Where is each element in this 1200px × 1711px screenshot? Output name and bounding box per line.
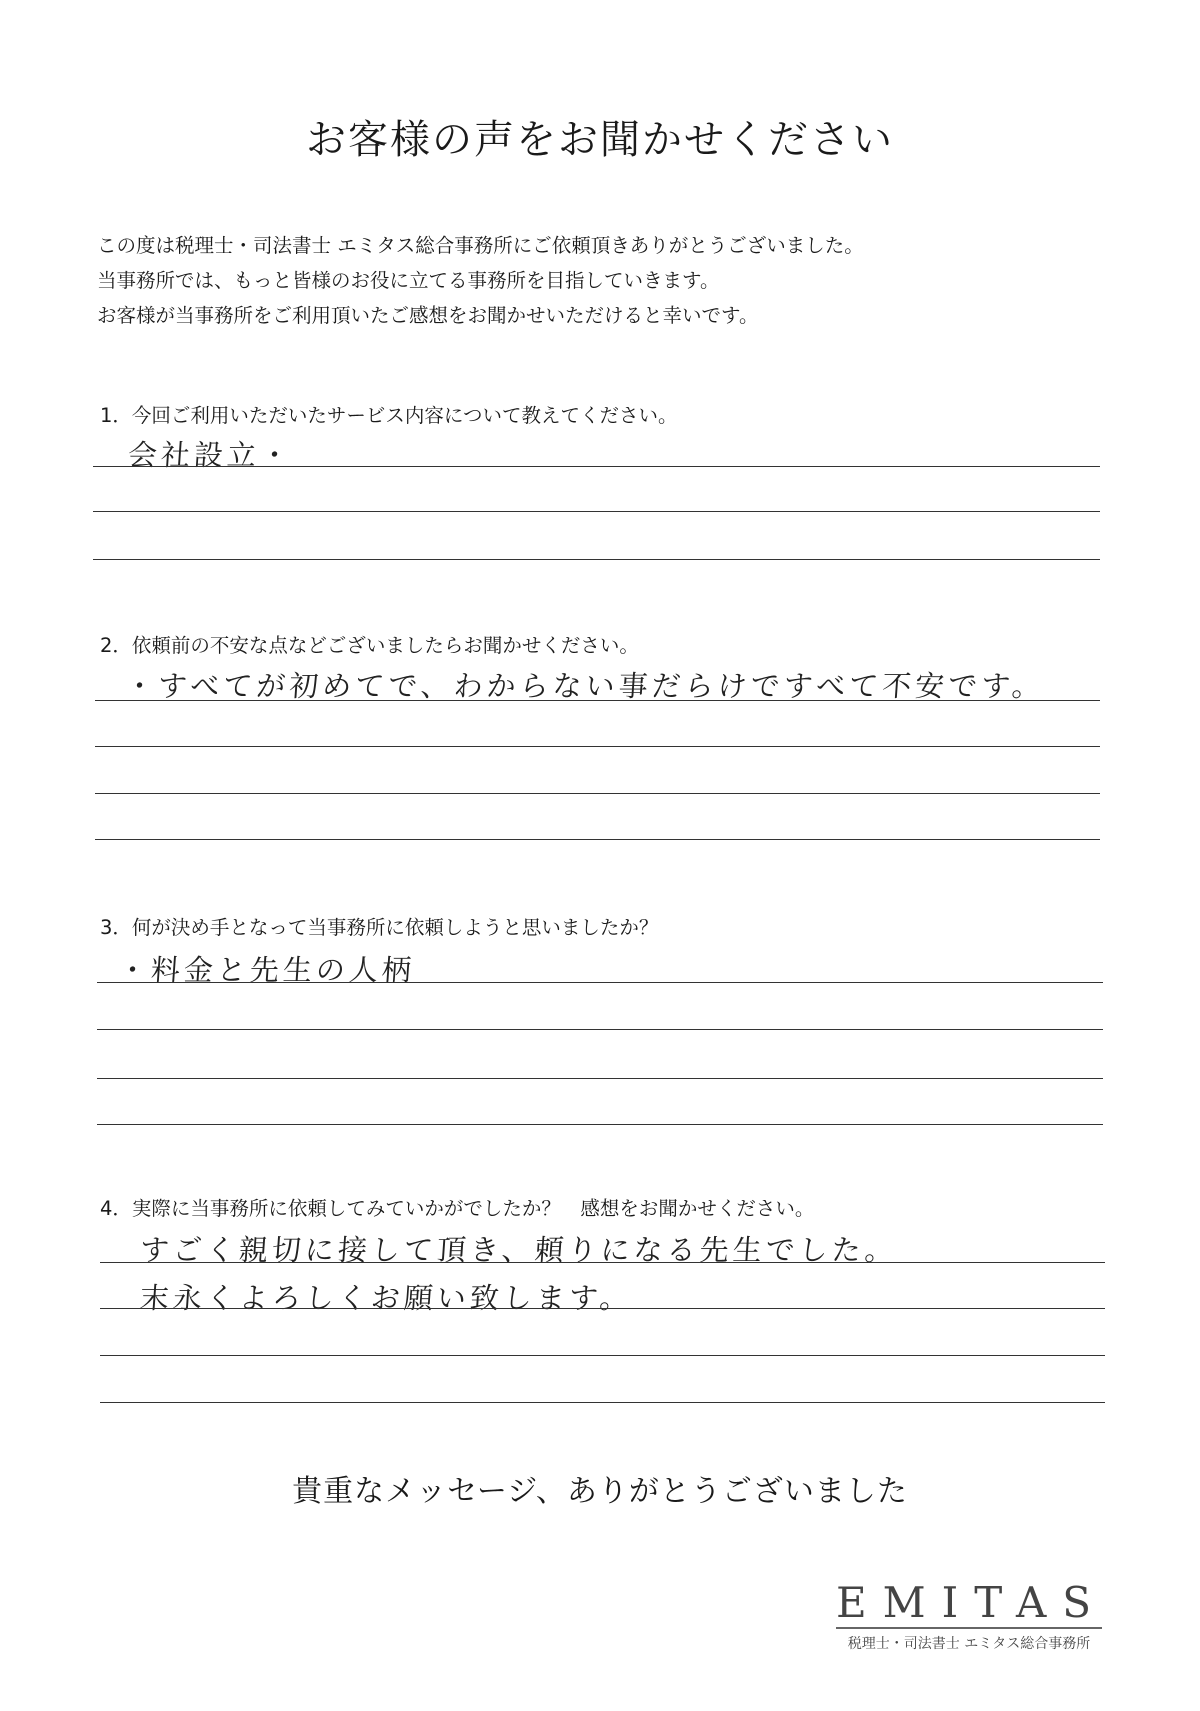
answer-line: [93, 559, 1100, 560]
company-logo: EMITAS: [836, 1578, 1108, 1627]
answer-line: [100, 1308, 1105, 1309]
answer-line: [100, 1262, 1105, 1263]
answer-line: [95, 839, 1100, 840]
intro-line: 当事務所では、もっと皆様のお役に立てる事務所を目指していきます。: [97, 269, 720, 292]
intro-line: お客様が当事務所をご利用頂いたご感想をお聞かせいただけると幸いです。: [97, 304, 759, 327]
question-4-answer-line-1: すごく親切に接して頂き、頼りになる先生でした。: [138, 1233, 899, 1267]
closing-message: 貴重なメッセージ、ありがとうございました: [292, 1474, 908, 1509]
question-1-answer: 会社設立・: [126, 438, 295, 472]
answer-line: [97, 1078, 1103, 1079]
question-4-answer-line-2: 末永くよろしくお願い致します。: [138, 1281, 634, 1315]
intro-line: この度は税理士・司法書士 エミタス総合事務所にご依頼頂きありがとうございました。: [97, 234, 864, 257]
answer-line: [97, 1029, 1103, 1030]
intro-text: [97, 228, 864, 333]
answer-line: [93, 511, 1100, 512]
question-4-label: 4．実際に当事務所に依頼してみていかがでしたか？ 感想をお聞かせください。: [100, 1197, 815, 1220]
answer-line: [100, 1355, 1105, 1356]
company-name: 税理士・司法書士 エミタス総合事務所: [847, 1636, 1091, 1652]
question-1-label: 1．今回ご利用いただいたサービス内容について教えてください。: [100, 404, 678, 427]
question-2-answer: ・すべてが初めてで、わからない事だらけですべて不安です。: [123, 669, 1047, 703]
question-3-answer: ・料金と先生の人柄: [116, 953, 417, 987]
answer-line: [97, 1124, 1103, 1125]
question-3-label: 3．何が決め手となって当事務所に依頼しようと思いましたか？: [100, 916, 659, 939]
answer-line: [95, 746, 1100, 747]
logo-divider: [836, 1627, 1102, 1629]
form-title: お客様の声をお聞かせください: [306, 117, 894, 163]
question-2-label: 2．依頼前の不安な点などございましたらお聞かせください。: [100, 634, 639, 657]
answer-line: [93, 466, 1100, 467]
answer-line: [100, 1402, 1105, 1403]
answer-line: [95, 700, 1100, 701]
answer-line: [95, 793, 1100, 794]
answer-line: [97, 982, 1103, 983]
